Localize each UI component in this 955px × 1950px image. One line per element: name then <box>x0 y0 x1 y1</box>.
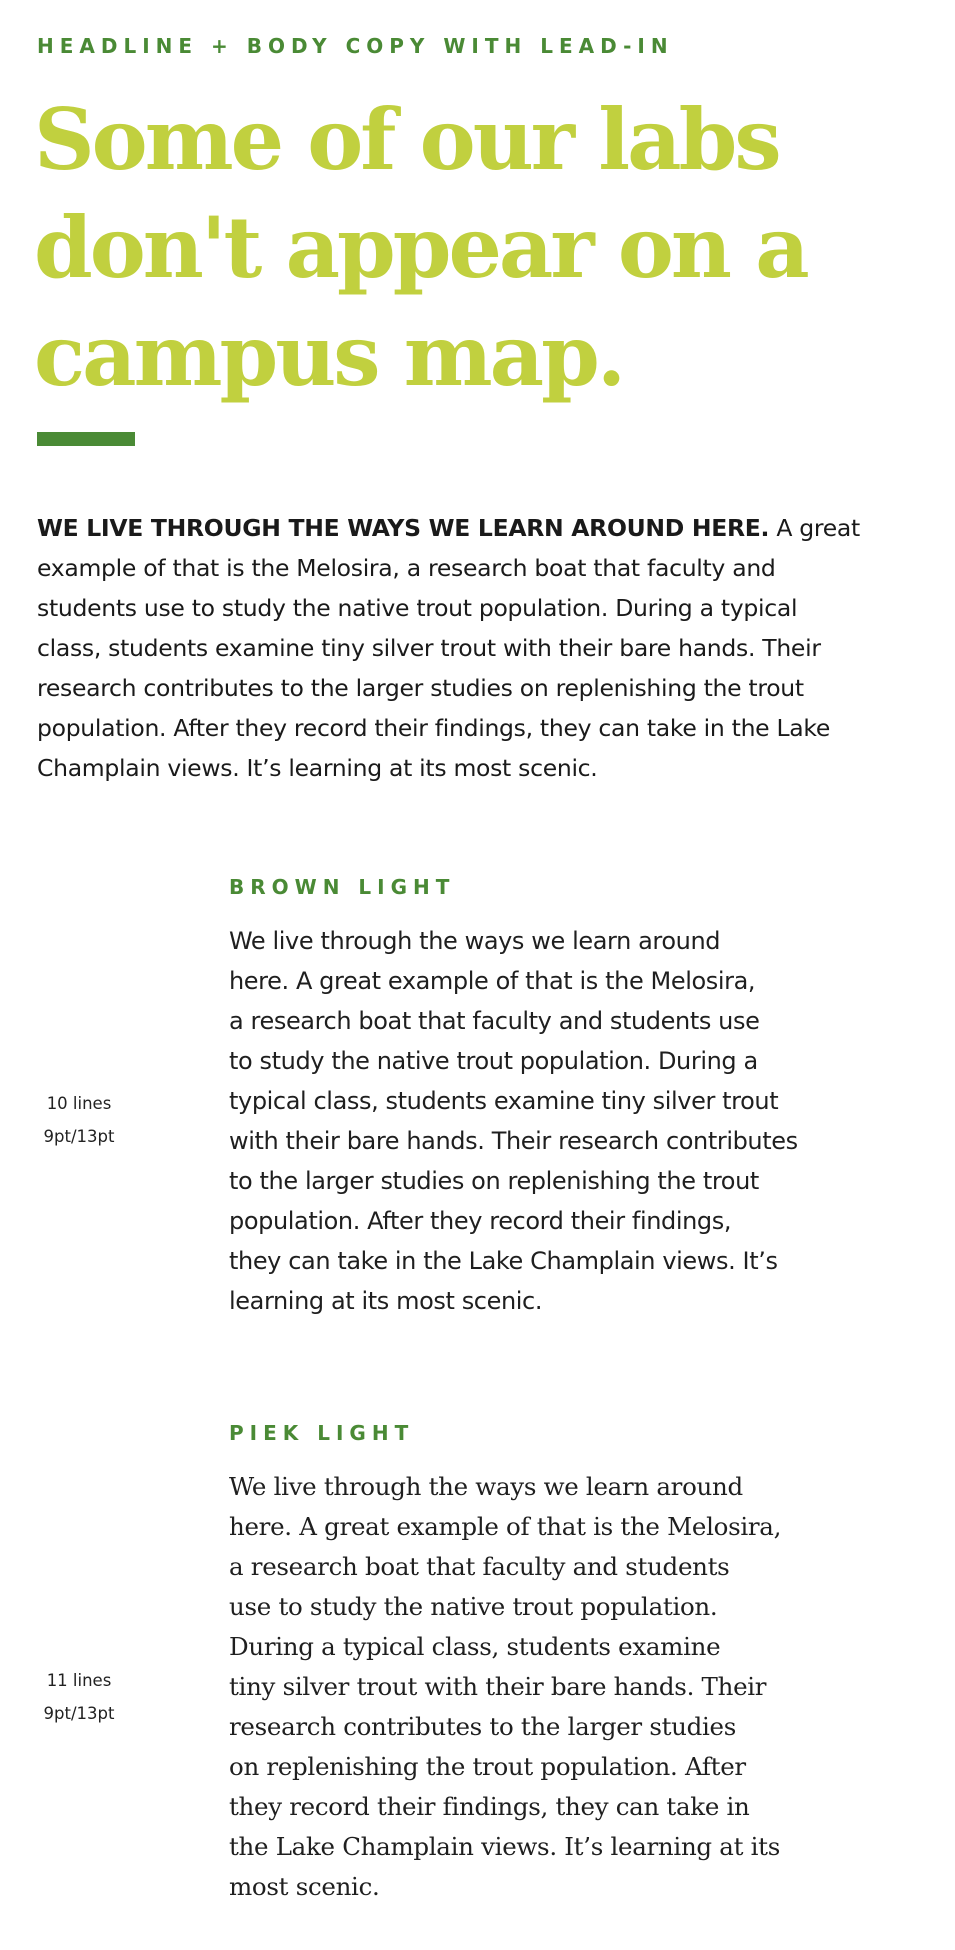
section-eyebrow: HEADLINE + BODY COPY WITH LEAD-IN <box>37 34 674 58</box>
sample-line: We live through the ways we learn around <box>229 1472 743 1501</box>
intro-paragraph <box>37 508 917 788</box>
sample-meta-piek-light <box>24 1664 134 1730</box>
line-count: 11 lines <box>46 1671 112 1690</box>
sample-line: learning at its most scenic. <box>229 1287 543 1315</box>
sample-line: a research boat that faculty and students <box>229 1552 730 1581</box>
intro-line: population. After they record their findings, they can take in the Lake <box>37 714 831 742</box>
sample-line: they can take in the Lake Champlain views. It’s <box>229 1247 778 1275</box>
sample-line: on replenishing the trout population. After <box>229 1752 746 1781</box>
sample-body-brown-light <box>229 921 869 1321</box>
sample-meta-brown-light <box>24 1087 134 1153</box>
sample-line: to study the native trout population. During a <box>229 1047 758 1075</box>
headline-line: don't appear on a <box>34 198 807 297</box>
sample-line: During a typical class, students examine <box>229 1632 721 1661</box>
intro-line: Champlain views. It’s learning at its most scenic. <box>37 754 598 782</box>
intro-line: A great <box>769 514 860 542</box>
headline <box>34 86 834 410</box>
intro-line: example of that is the Melosira, a research boat that faculty and <box>37 554 776 582</box>
intro-line: research contributes to the larger studies on replenishing the trout <box>37 674 804 702</box>
sample-line: typical class, students examine tiny silver trout <box>229 1087 779 1115</box>
type-size: 9pt/13pt <box>43 1127 115 1146</box>
intro-line: students use to study the native trout population. During a typical <box>37 594 798 622</box>
sample-label-brown-light: BROWN LIGHT <box>229 875 456 899</box>
sample-line: here. A great example of that is the Melosira, <box>229 967 756 995</box>
accent-rule <box>37 432 135 446</box>
sample-line: research contributes to the larger studies <box>229 1712 737 1741</box>
sample-line: use to study the native trout population. <box>229 1592 718 1621</box>
sample-line: population. After they record their findings, <box>229 1207 732 1235</box>
sample-line: here. A great example of that is the Melosira, <box>229 1512 782 1541</box>
sample-line: tiny silver trout with their bare hands. Their <box>229 1672 767 1701</box>
sample-line: the Lake Champlain views. It’s learning at its <box>229 1832 780 1861</box>
type-size: 9pt/13pt <box>43 1704 115 1723</box>
sample-body-piek-light <box>229 1467 869 1907</box>
sample-line: a research boat that faculty and students use <box>229 1007 760 1035</box>
sample-line: most scenic. <box>229 1872 380 1901</box>
intro-first-line <box>37 508 917 548</box>
sample-label-piek-light: PIEK LIGHT <box>229 1421 415 1445</box>
sample-line: We live through the ways we learn around <box>229 927 721 955</box>
line-count: 10 lines <box>46 1094 112 1113</box>
headline-line: Some of our labs <box>34 90 779 189</box>
sample-line: to the larger studies on replenishing the trout <box>229 1167 759 1195</box>
lead-in: WE LIVE THROUGH THE WAYS WE LEARN AROUND HERE. <box>37 514 770 542</box>
intro-line: class, students examine tiny silver trout with their bare hands. Their <box>37 634 821 662</box>
sample-line: with their bare hands. Their research contributes <box>229 1127 798 1155</box>
headline-line: campus map. <box>34 306 624 405</box>
sample-line: they record their findings, they can take in <box>229 1792 750 1821</box>
